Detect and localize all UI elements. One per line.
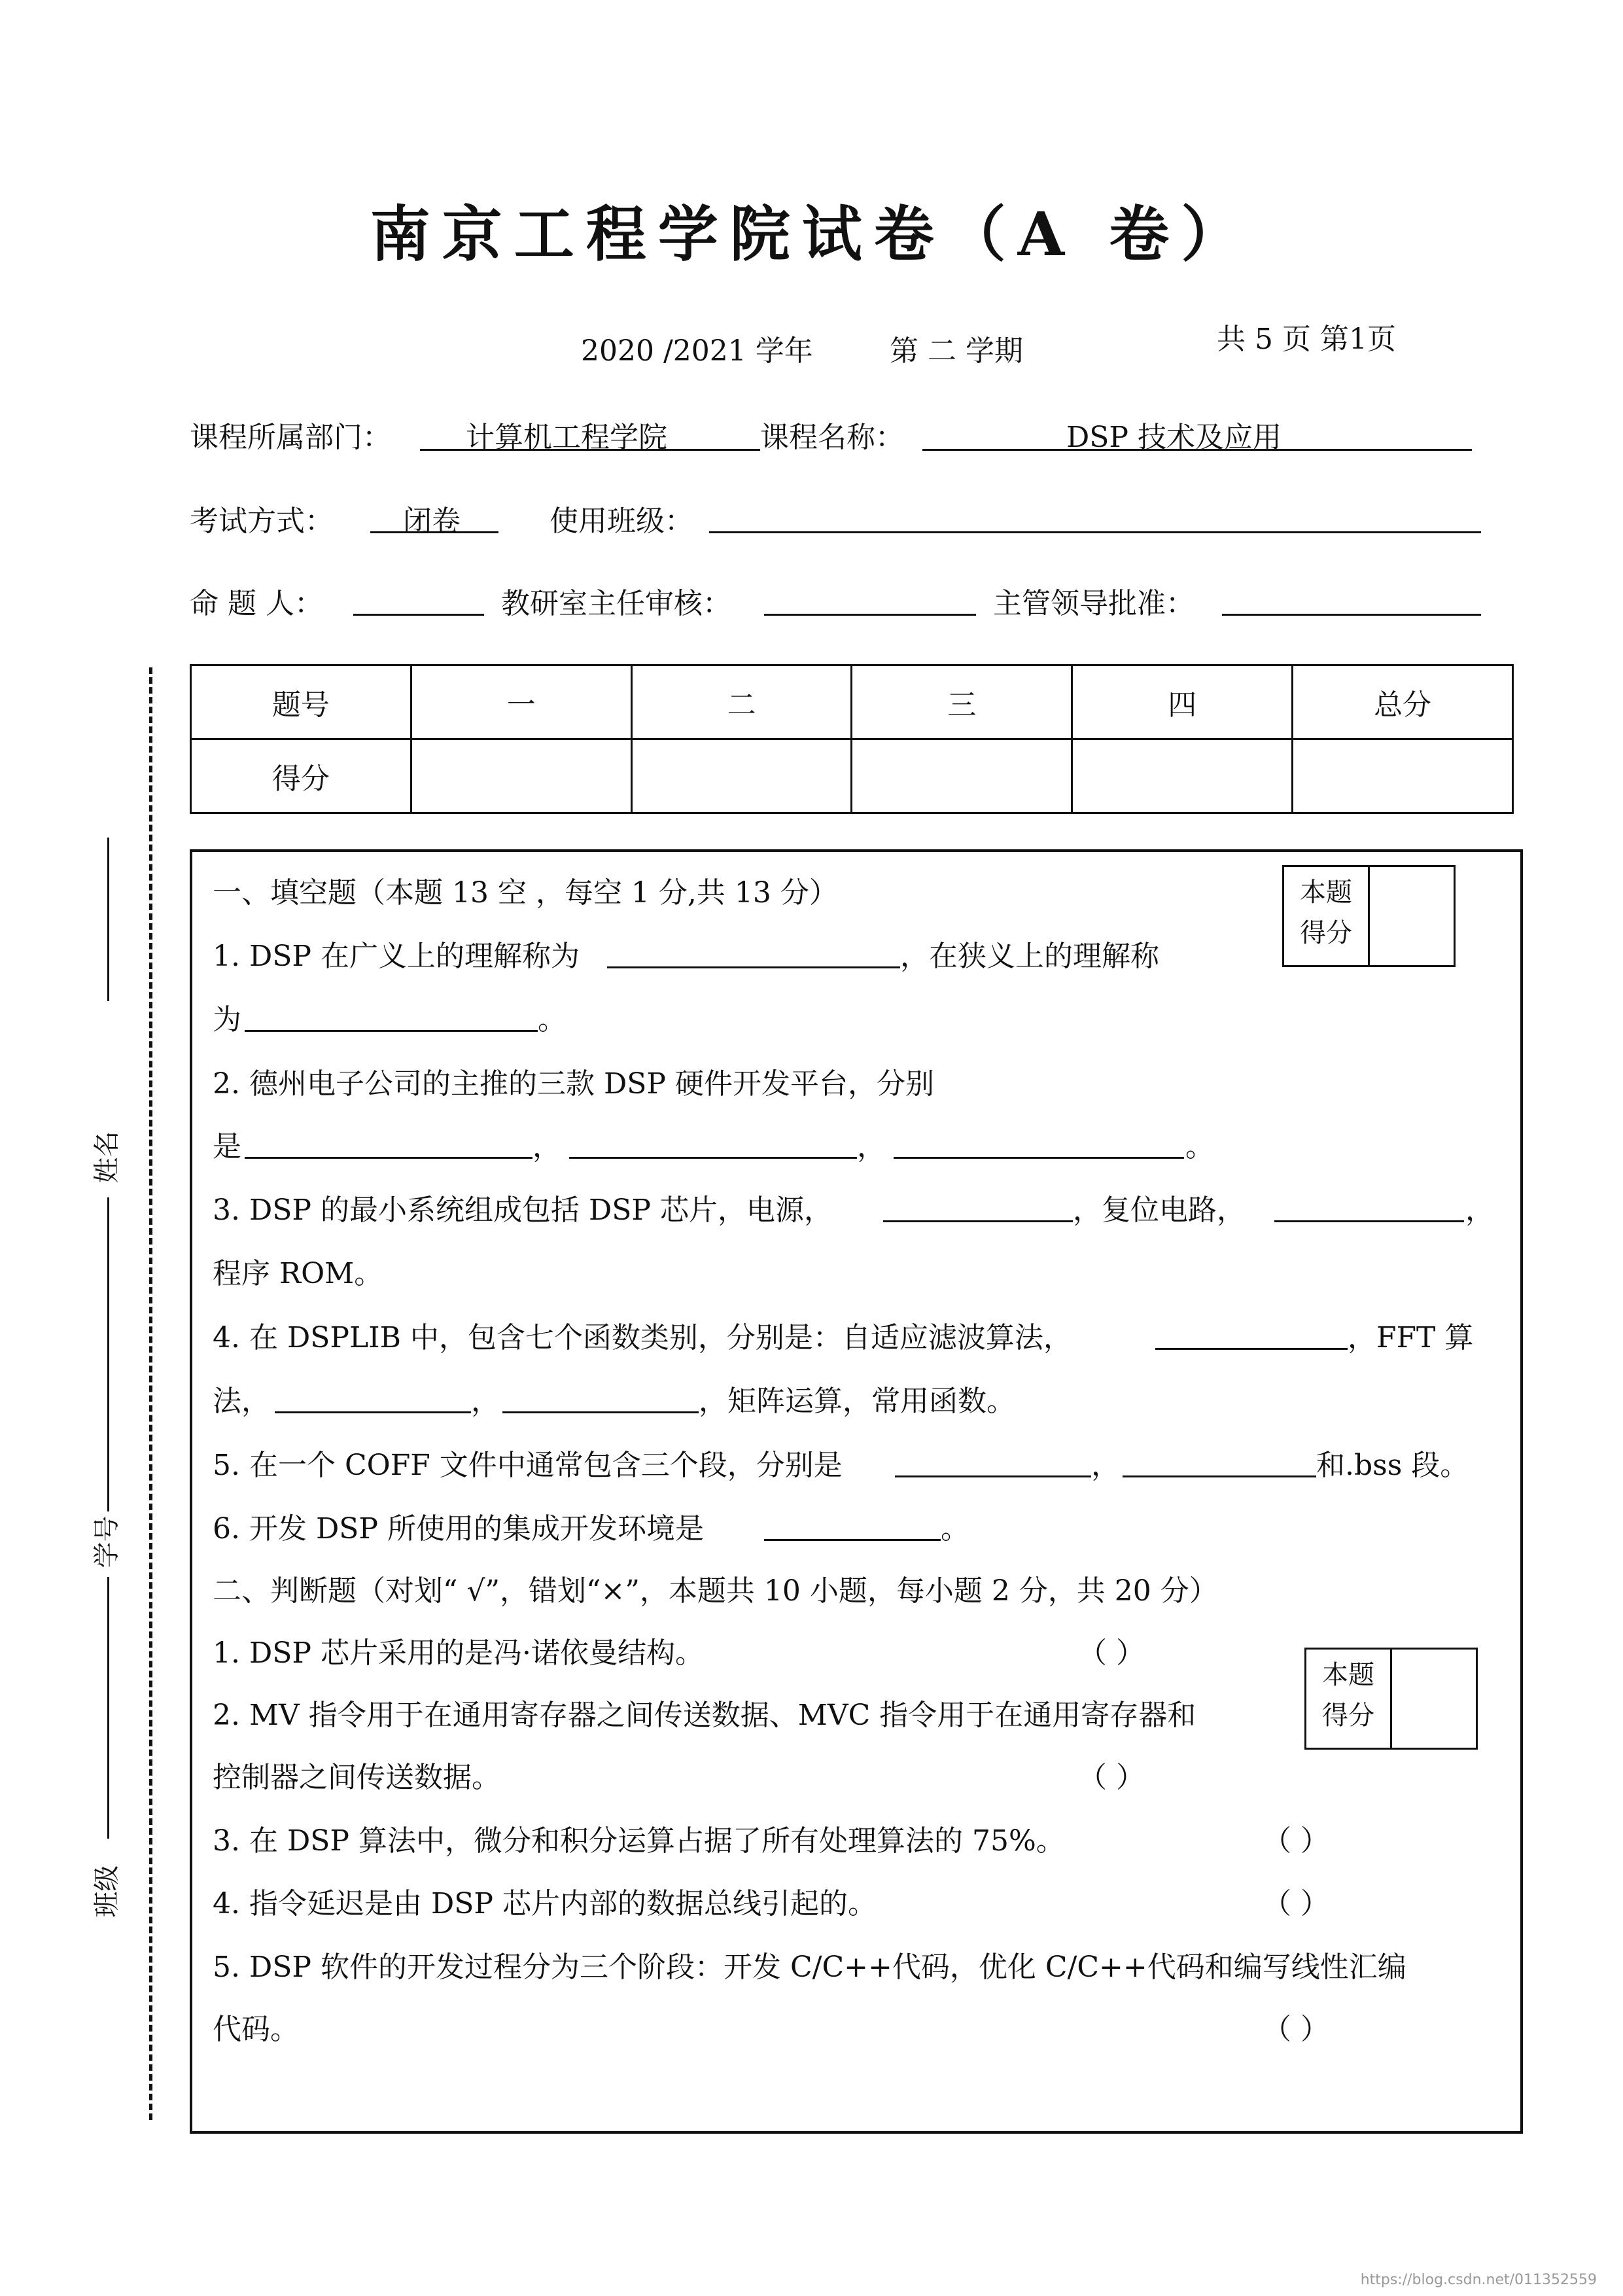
review-underline	[764, 614, 976, 616]
q4-text-c: 法，	[213, 1385, 270, 1418]
class-line	[107, 1760, 109, 1839]
class-underline	[709, 531, 1481, 533]
section1-heading: 一、填空题（本题 13 空 ，每空 1 分,共 13 分）	[213, 876, 838, 910]
class-side-label: 班级	[92, 1865, 122, 1918]
score-input-cell[interactable]	[852, 739, 1072, 813]
q2-comma-2: ，	[857, 1130, 886, 1163]
id-label: 学号	[92, 1515, 122, 1568]
q4-blank-1[interactable]	[1155, 1348, 1348, 1350]
id-line-bottom	[107, 1577, 109, 1773]
approve-label: 主管领导批准：	[993, 587, 1195, 620]
q4-text-a: 4. 在 DSPLIB 中，包含七个函数类别，分别是：自适应滤波算法，	[213, 1321, 1072, 1354]
scorebox-line2: 得分	[1322, 1701, 1374, 1731]
q1-text-d: 。	[538, 1003, 567, 1036]
tf-q4-answer[interactable]: （ ）	[1263, 1887, 1329, 1920]
table-cell: 得分	[191, 739, 411, 813]
q2-blank-2[interactable]	[569, 1157, 857, 1159]
name-line-top	[107, 838, 109, 1001]
table-row	[191, 665, 1513, 739]
tf-q2-b: 控制器之间传送数据。	[213, 1761, 500, 1794]
tf-q1: 1. DSP 芯片采用的是冯·诺依曼结构。	[213, 1636, 704, 1670]
semester: 第 二 学期	[890, 334, 1023, 368]
table-cell: 题号	[191, 665, 411, 739]
q5-text-a: 5. 在一个 COFF 文件中通常包含三个段，分别是	[213, 1449, 843, 1482]
q4-blank-3[interactable]	[502, 1411, 699, 1413]
page-count: 共 5 页 第1页	[1217, 323, 1396, 356]
table-cell: 总分	[1293, 665, 1513, 739]
scorebox-input[interactable]	[1370, 867, 1454, 965]
q6-period: 。	[941, 1512, 969, 1545]
tf-q2-a: 2. MV 指令用于在通用寄存器之间传送数据、MVC 指令用于在通用寄存器和	[213, 1699, 1196, 1732]
dept-value: 计算机工程学院	[466, 421, 667, 454]
section2-score-box	[1304, 1648, 1478, 1750]
q3-text-b: ，复位电路，	[1073, 1193, 1246, 1227]
author-underline	[353, 614, 484, 616]
section2-heading: 二、判断题（对划“ √”，错划“×”，本题共 10 小题，每小题 2 分，共 20 分）	[213, 1574, 1218, 1608]
q1-blank-1[interactable]	[607, 966, 900, 968]
page-title: 南京工程学院试卷（A 卷）	[370, 199, 1253, 270]
q1-text-b: ，在狭义上的理解称	[900, 940, 1159, 973]
q2-period: 。	[1185, 1130, 1214, 1163]
tf-q4: 4. 指令延迟是由 DSP 芯片内部的数据总线引起的。	[213, 1887, 877, 1920]
q4-text-b: ，FFT 算	[1348, 1321, 1474, 1354]
tf-q3-answer[interactable]: （ ）	[1263, 1824, 1329, 1858]
q1-text-a: 1. DSP 在广义上的理解称为	[213, 940, 580, 973]
q4-text-d: ，矩阵运算，常用函数。	[699, 1385, 1015, 1418]
scorebox-line1: 本题	[1322, 1660, 1374, 1690]
q5-blank-1[interactable]	[895, 1475, 1091, 1477]
tf-q2-answer[interactable]: （ ）	[1078, 1761, 1145, 1794]
q6-text-a: 6. 开发 DSP 所使用的集成开发环境是	[213, 1512, 704, 1545]
score-table	[190, 664, 1514, 814]
approve-underline	[1222, 614, 1481, 616]
q4-comma: ，	[471, 1385, 500, 1418]
scorebox-line2: 得分	[1300, 918, 1352, 948]
score-input-cell[interactable]	[1072, 739, 1293, 813]
question-box	[190, 849, 1523, 2134]
tf-q5-b: 代码。	[213, 2013, 299, 2046]
table-cell: 二	[631, 665, 852, 739]
q5-comma: ，	[1091, 1449, 1120, 1482]
score-input-cell[interactable]	[631, 739, 852, 813]
scorebox-label	[1284, 867, 1370, 965]
name-line-bottom	[107, 1197, 109, 1394]
course-label: 课程名称：	[760, 421, 904, 454]
q3-text-a: 3. DSP 的最小系统组成包括 DSP 芯片，电源，	[213, 1193, 833, 1227]
watermark-url: https://blog.csdn.net/011352559	[1360, 2272, 1597, 2288]
q6-blank[interactable]	[764, 1539, 941, 1541]
tf-q3: 3. 在 DSP 算法中，微分和积分运算占据了所有处理算法的 75%。	[213, 1824, 1065, 1858]
name-label: 姓名	[92, 1131, 122, 1184]
tf-q1-answer[interactable]: （ ）	[1078, 1636, 1145, 1670]
table-row	[191, 739, 1513, 813]
dept-label: 课程所属部门：	[190, 421, 391, 454]
section1-score-box	[1282, 865, 1456, 967]
course-value: DSP 技术及应用	[1066, 421, 1282, 454]
academic-year: 2020 /2021 学年	[581, 334, 813, 368]
exam-value: 闭卷	[403, 504, 461, 538]
table-cell: 一	[411, 665, 631, 739]
q2-blank-3[interactable]	[894, 1157, 1184, 1159]
score-input-cell[interactable]	[1293, 739, 1513, 813]
q3-blank-2[interactable]	[1274, 1220, 1464, 1222]
tf-q5-answer[interactable]: （ ）	[1263, 2013, 1329, 2046]
q2-text-a: 2. 德州电子公司的主推的三款 DSP 硬件开发平台，分别	[213, 1067, 934, 1101]
author-label: 命 题 人：	[190, 587, 323, 620]
scorebox-input[interactable]	[1392, 1650, 1476, 1748]
q1-blank-2[interactable]	[245, 1030, 538, 1032]
binding-line	[149, 667, 152, 2120]
tf-q5-a: 5. DSP 软件的开发过程分为三个阶段：开发 C/C++代码，优化 C/C++代码和编写线性汇编	[213, 1951, 1406, 1984]
q3-text-c: 程序 ROM。	[213, 1257, 383, 1290]
q2-blank-1[interactable]	[245, 1157, 532, 1159]
id-line-top	[107, 1394, 109, 1511]
q2-text-b: 是	[213, 1130, 241, 1163]
scorebox-line1: 本题	[1300, 877, 1352, 908]
q2-comma-1: ，	[532, 1130, 561, 1163]
q4-blank-2[interactable]	[275, 1411, 471, 1413]
exam-label: 考试方式：	[190, 504, 334, 538]
scorebox-label	[1306, 1650, 1392, 1748]
q3-blank-1[interactable]	[883, 1220, 1073, 1222]
q5-blank-2[interactable]	[1123, 1475, 1316, 1477]
table-cell: 三	[852, 665, 1072, 739]
score-input-cell[interactable]	[411, 739, 631, 813]
table-cell: 四	[1072, 665, 1293, 739]
review-label: 教研室主任审核：	[501, 587, 731, 620]
q1-text-c: 为	[213, 1003, 241, 1036]
q3-comma: ，	[1465, 1193, 1494, 1227]
q5-text-b: 和.bss 段。	[1316, 1449, 1469, 1482]
class-label: 使用班级：	[550, 504, 693, 538]
